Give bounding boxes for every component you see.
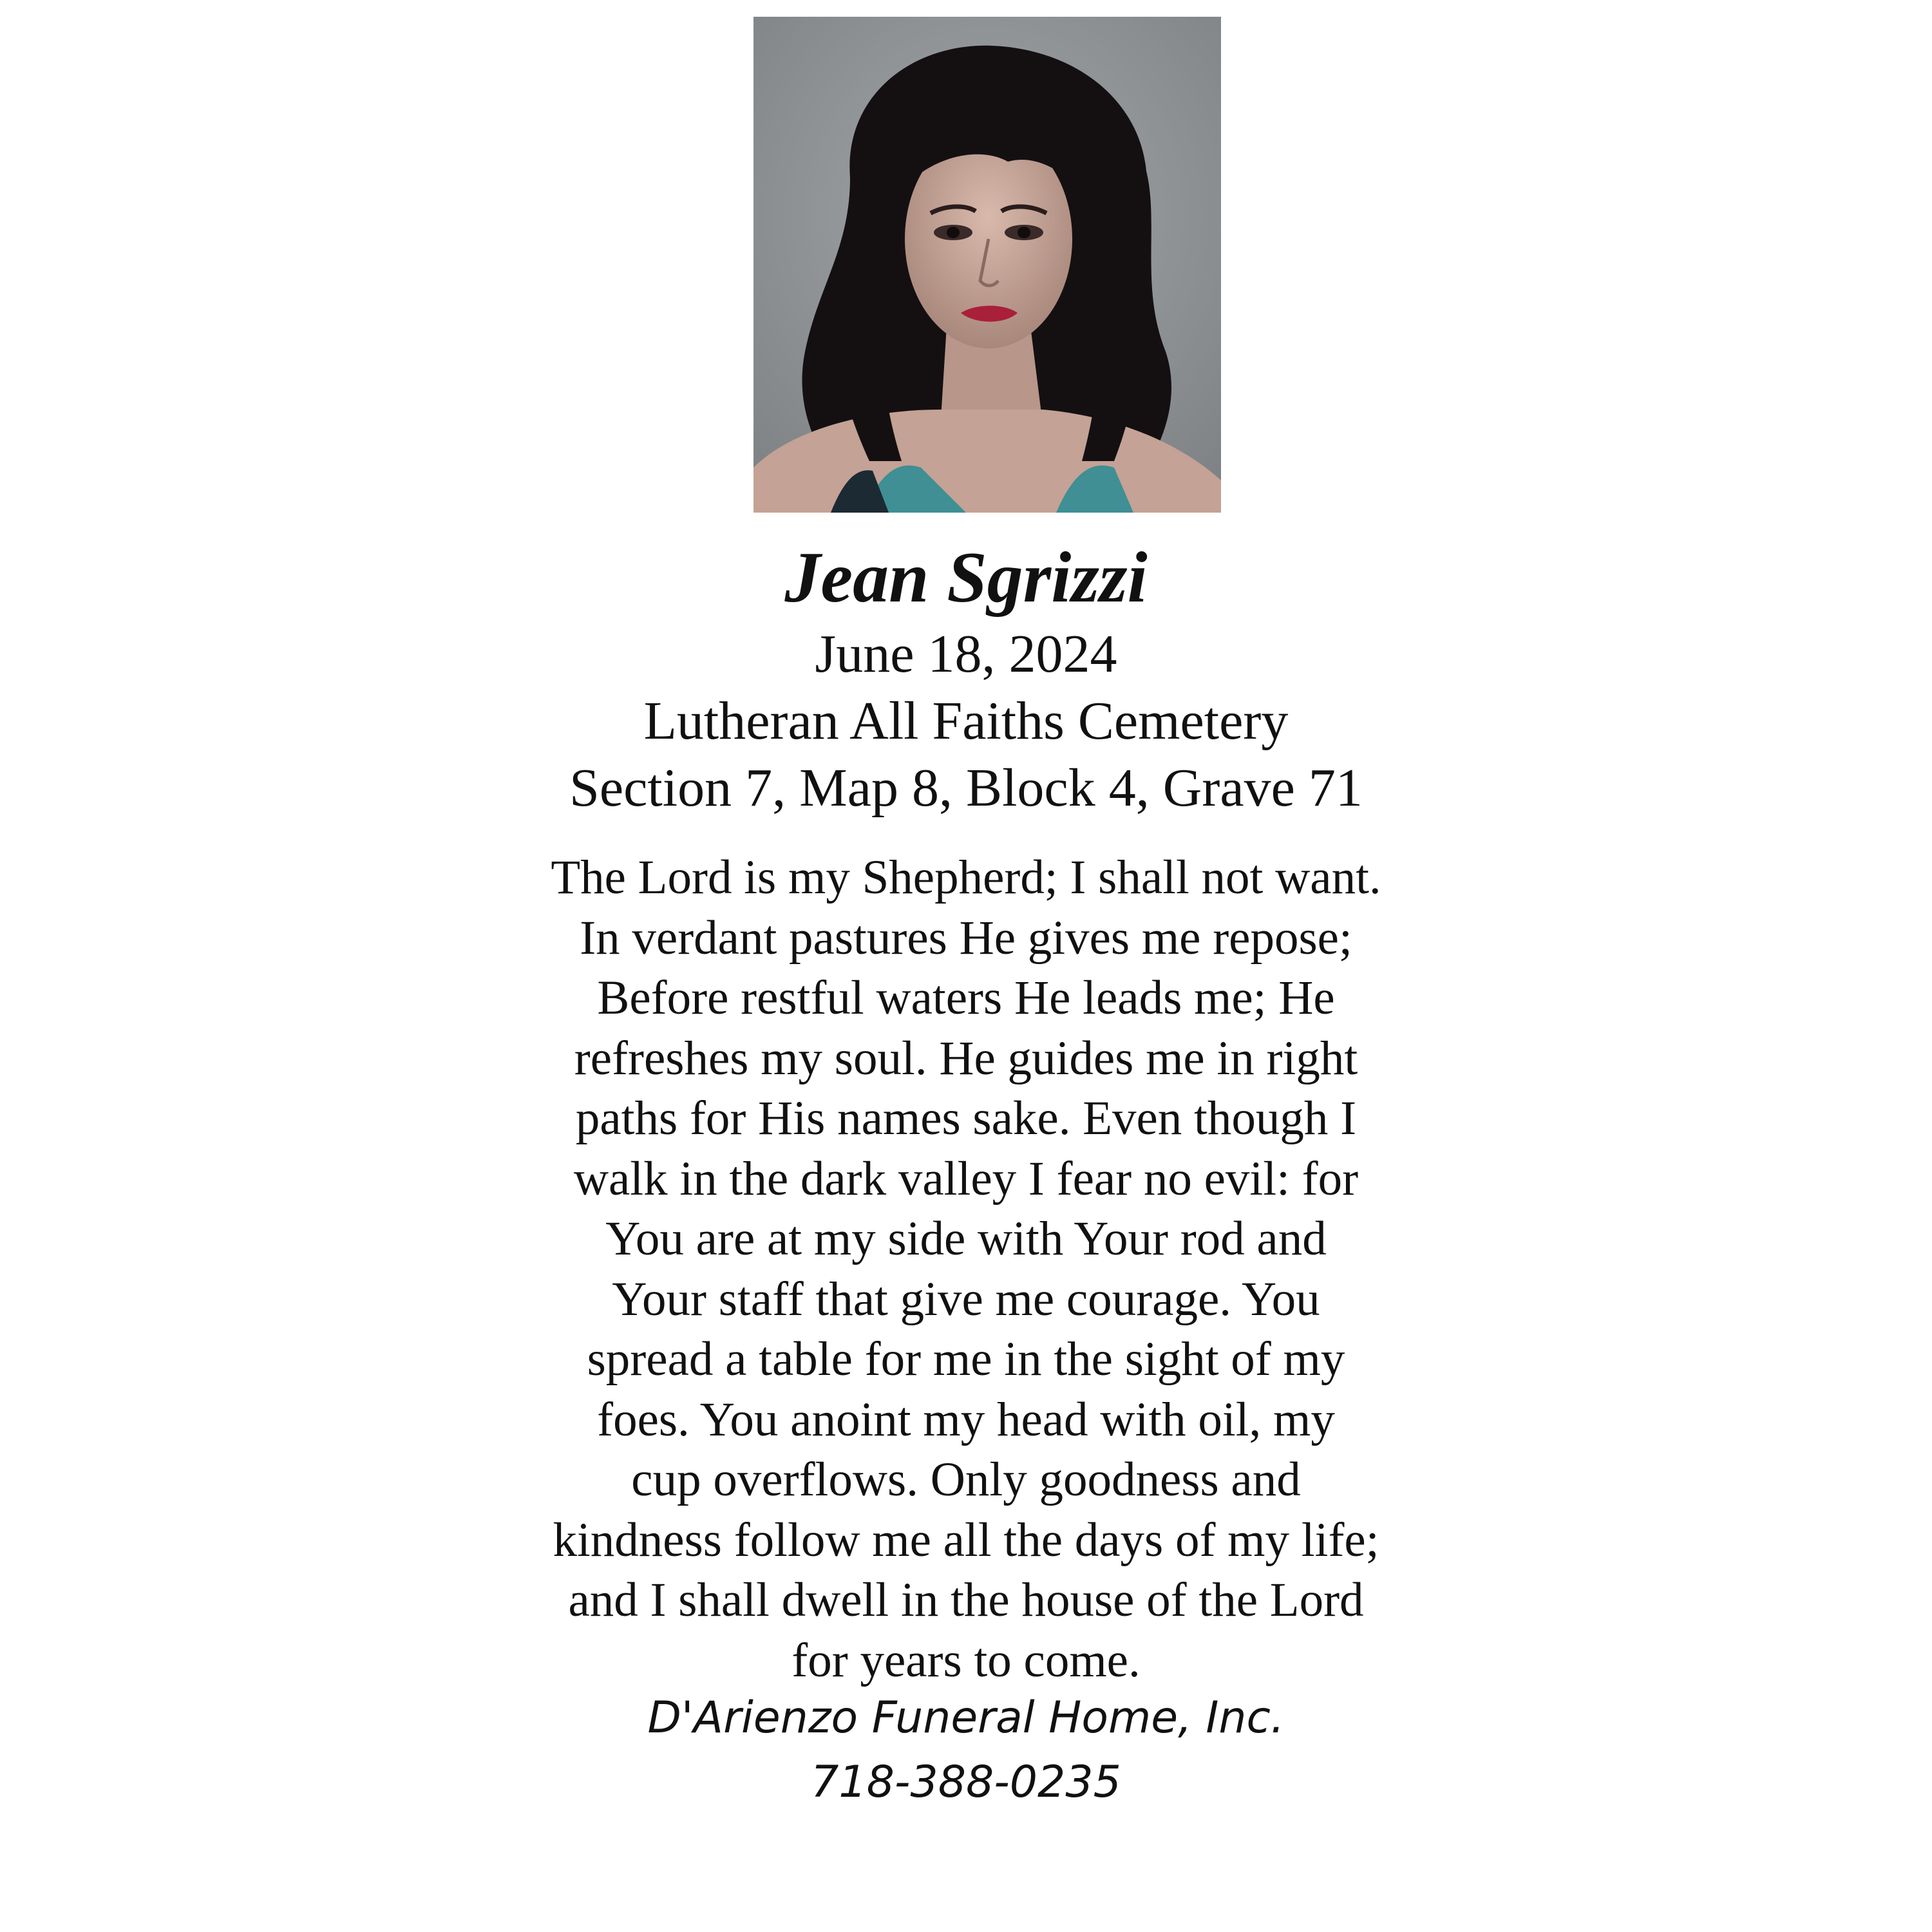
date-of-passing: June 18, 2024 [815, 624, 1117, 684]
verse-line: foes. You anoint my head with oil, my [597, 1392, 1335, 1446]
psalm-verse [451, 848, 1481, 1690]
cemetery-name: Lutheran All Faiths Cemetery [643, 691, 1289, 751]
verse-line: kindness follow me all the days of my life; [553, 1513, 1379, 1567]
verse-line: for years to come. [791, 1633, 1141, 1687]
funeral-home-phone: 718-388-0235 [811, 1757, 1121, 1808]
grave-location: Section 7, Map 8, Block 4, Grave 71 [569, 758, 1363, 818]
verse-line: You are at my side with Your rod and [605, 1212, 1327, 1265]
verse-line: In verdant pastures He gives me repose; [580, 911, 1352, 965]
verse-line: spread a table for me in the sight of my [587, 1332, 1345, 1386]
verse-line: and I shall dwell in the house of the Lord [568, 1573, 1364, 1627]
funeral-home-name: D'Arienzo Funeral Home, Inc. [647, 1692, 1285, 1743]
portrait-illustration [753, 17, 1221, 513]
verse-line: refreshes my soul. He guides me in right [574, 1031, 1358, 1085]
verse-line: Your staff that give me courage. You [612, 1272, 1320, 1326]
verse-line: The Lord is my Shepherd; I shall not want. [551, 851, 1381, 904]
verse-line: walk in the dark valley I fear no evil: for [573, 1151, 1359, 1206]
deceased-name: Jean Sgrizzi [784, 538, 1148, 618]
verse-line: cup overflows. Only goodness and [631, 1453, 1301, 1506]
verse-line: Before restful waters He leads me; He [597, 971, 1335, 1025]
portrait-photo [753, 17, 1221, 513]
verse-line: paths for His names sake. Even though I [575, 1092, 1357, 1145]
